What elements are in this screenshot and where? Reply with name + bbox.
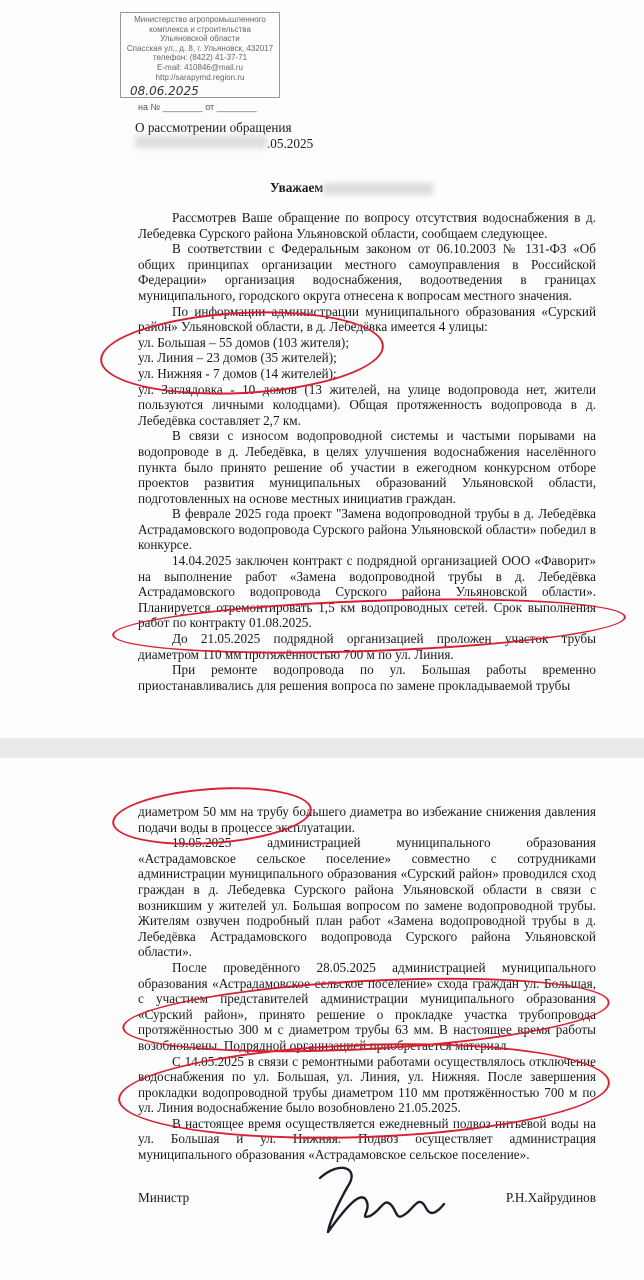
redacted-name — [323, 183, 433, 195]
street-item: ул. Заглядовка - 10 домов (13 жителей, на улице водопровода нет, жители пользуются личными колодцами). Общая протяженность водопровода в д. Лебедёвка составляет 2,7 км. — [138, 381, 596, 428]
paragraph: С 14.05.2025 в связи с ремонтными работами осуществлялось отключение водоснабжения по ул. Большая, ул. Линия, ул. Нижняя. После завершения прокладки водопроводной трубы диаметром 110 мм протяжённостью 700 м по ул. Линия водоснабжение было возобновлено 21.05.2025. — [138, 1053, 596, 1116]
street-item: ул. Большая – 55 домов (103 жителя); — [138, 334, 349, 350]
paragraph: Рассмотрев Ваше обращение по вопросу отсутствия водоснабжения в д. Лебедевка Сурского района Ульяновской области, сообщаем следующее. — [138, 210, 596, 241]
paragraph: 19.05.2025 администрацией муниципального образования «Астрадамовское сельское поселение» совместно с сотрудниками администрации муниципального образования «Сурский район» проводился сход граждан в д. Лебедевка Сурского района Ульяновской области в связи с возникшим у жителей ул. Большая вопросом по замене водопроводной трубы. Жителям озвучен подробный план работ «Замена водопроводной трубы в д. Лебедёвка Астрадамовского водопровода Сурского района Ульяновской области». — [138, 835, 596, 960]
street-item: ул. Линия – 23 домов (35 жителей); — [138, 350, 337, 366]
paragraph: По информации администрации муниципального образования «Сурский район» Ульяновской области, в д. Лебедёвка имеется 4 улицы: — [138, 303, 596, 335]
salutation: Уважаем — [270, 180, 470, 196]
subject-line: О рассмотрении обращения — [135, 120, 292, 135]
street-item: ул. Нижняя - 7 домов (14 жителей); — [138, 365, 337, 381]
subject-block: О рассмотрении обращения .05.2025 — [135, 120, 435, 151]
paragraph: диаметром 50 мм на трубу большего диаметра во избежание снижения давления подачи воды в процессе эксплуатации. — [138, 804, 596, 835]
paragraph: 14.04.2025 заключен контракт с подрядной организацией ООО «Фаворит» на выполнение работ «Замена водопроводной трубы в д. Лебедёвка Астрадамовского водопровода Сурского района Ульяновской области». Планируется отремонтировать 1,5 км водопроводных сетей. Срок выполнения работ по контракту 01.08.2025. — [138, 553, 596, 631]
ministry-stamp: Министерство агропромышленного комплекса и строительства Ульяновской области Спасская ул., д. 8, г. Ульяновск, 432017 телефон: (8422) 41-37-71 E-mail: 410846@mail.ru http://sarapymd.region.ru — [120, 12, 280, 98]
paragraph: При ремонте водопровода по ул. Большая работы временно приостанавливались для решения вопроса по замене прокладываемой трубы — [138, 662, 596, 693]
paragraph: В феврале 2025 года проект "Замена водопроводной трубы в д. Лебедёвка Астрадамовского водопровода Сурского района Ульяновской области» победил в конкурсе. — [138, 506, 596, 553]
handwritten-date: 08.06.2025 — [130, 84, 199, 98]
paragraph: До 21.05.2025 подрядной организацией проложен участок трубы диаметром 110 мм протяжённостью 700 м по ул. Линия. — [138, 631, 596, 662]
signer-name: Р.Н.Хайрудинов — [505, 1190, 596, 1205]
paragraph: После проведённого 28.05.2025 администрацией муниципального образования «Астрадамовское сельское поселение» схода граждан ул. Большая, с участием представителей администрации муниципального образования «Сурский район», принято решение о прокладке участка трубопровода протяжённостью 300 м с диаметром трубы 63 мм. В настоящее время работы возобновлены. Подрядной организацией приобретается материал. — [138, 959, 596, 1053]
reference-line: на № ________ от ________ — [138, 102, 257, 112]
paragraph: В настоящее время осуществляется ежедневный подвоз питьевой воды на ул. Большая и ул. Нижняя. Подвоз осуществляет администрация муниципального образования «Астрадамовское сельское поселение». — [138, 1115, 596, 1163]
signature-icon — [300, 1150, 450, 1240]
signer-title: Министр — [138, 1190, 190, 1205]
paragraph: В соответствии с Федеральным законом от 06.10.2003 № 131-ФЗ «Об общих принципах организации местного самоуправления в Российской Федерации» организация водоснабжения, водоотведения в границах муниципального, городского округа отнесена к вопросам местного значения. — [138, 241, 596, 303]
redacted-number — [135, 136, 267, 148]
paragraph: В связи с износом водопроводной системы и частыми порывами на водопроводе в д. Лебедёвка, в целях улучшения водоснабжения населённого пункта было принято решение об участии в ежегодном конкурсном отборе проектов развития муниципальных образований Ульяновской области, подготовленных на основе местных инициатив граждан. — [138, 428, 596, 506]
